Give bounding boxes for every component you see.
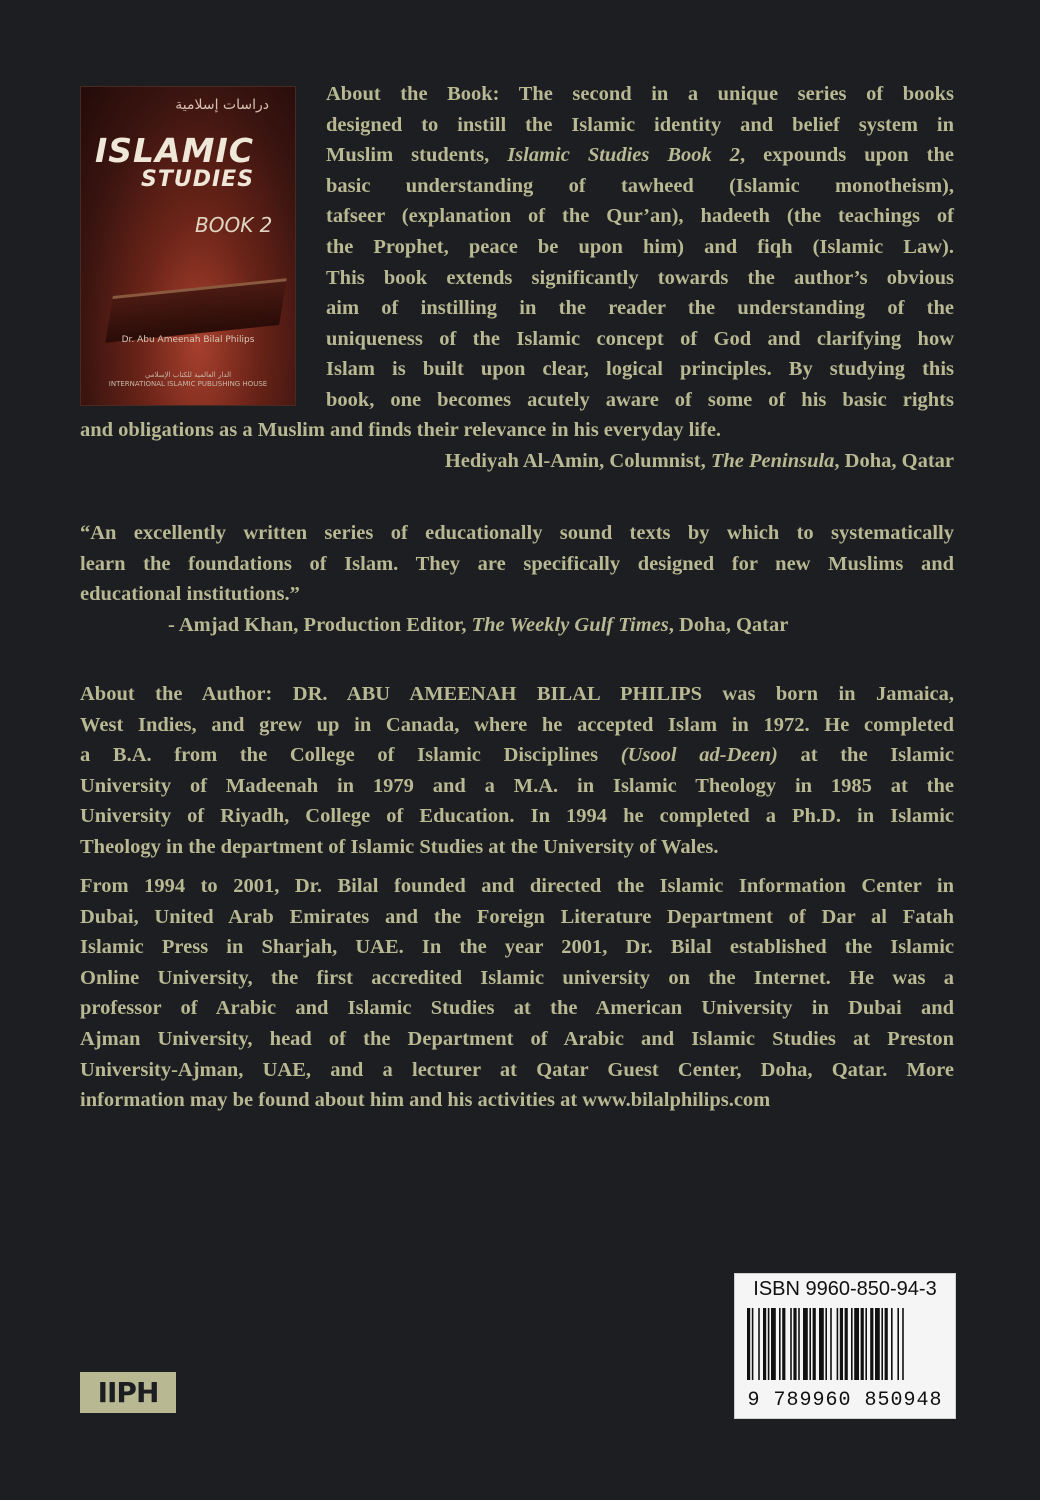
barcode-bar xyxy=(845,1308,848,1380)
barcode-bar xyxy=(752,1308,754,1380)
text-line: aim of instilling in the reader the understanding of the xyxy=(326,297,954,320)
barcode-bar xyxy=(813,1308,816,1380)
cover-book-image xyxy=(105,278,286,343)
barcode-bar xyxy=(825,1308,827,1380)
text-line: educational institutions.” xyxy=(80,583,300,606)
barcode-bar xyxy=(881,1308,883,1380)
barcode-bar xyxy=(803,1308,808,1380)
review-attribution: Hediyah Al-Amin, Columnist, The Peninsula, Doha, Qatar xyxy=(444,449,954,472)
about-book-paragraph-end xyxy=(80,415,954,476)
text-line: designed to instill the Islamic identity and belief system in xyxy=(326,113,954,136)
text-line: the Prophet, peace be upon him) and fiqh (Islamic Law). xyxy=(326,235,954,258)
barcode-bar xyxy=(840,1308,843,1380)
barcode-bar xyxy=(891,1308,893,1380)
text-line: About the Book: The second in a unique series of books xyxy=(326,83,954,105)
text-line: tafseer (explanation of the Qur’an), hadeeth (the teachings of xyxy=(326,205,954,228)
book-title-italic: Islamic Studies Book 2 xyxy=(507,144,740,167)
barcode-bar xyxy=(793,1308,796,1380)
book-cover-thumbnail xyxy=(80,86,296,406)
text-line: Islamic Press in Sharjah, UAE. In the year 2001, Dr. Bilal established the Islamic xyxy=(80,936,954,959)
publisher-logo: IIPH xyxy=(80,1372,176,1413)
text-line: basic understanding of tawheed (Islamic monotheism), xyxy=(326,174,954,197)
text-line: Ajman University, head of the Department of Arabic and Islamic Studies at Preston xyxy=(80,1027,954,1050)
barcode-bar xyxy=(830,1308,832,1380)
barcode-bar xyxy=(902,1308,904,1380)
text-line: West Indies, and grew up in Canada, where he accepted Islam in 1972. He completed xyxy=(80,713,954,736)
text-line: Theology in the department of Islamic Studies at the University of Wales. xyxy=(80,835,719,858)
author-bio-paragraph xyxy=(80,871,954,1116)
cover-title-line2: STUDIES xyxy=(141,167,255,192)
text-line: uniqueness of the Islamic concept of God and clarifying how xyxy=(326,327,954,350)
barcode-bar xyxy=(768,1308,770,1380)
text-line: “An excellently written series of educationally sound texts by which to systematically xyxy=(80,522,954,544)
barcode-bar xyxy=(870,1308,873,1380)
text-line: Dubai, United Arab Emirates and the Foreign Literature Department of Dar al Fatah xyxy=(80,905,954,928)
cover-publisher-english: INTERNATIONAL ISLAMIC PUBLISHING HOUSE xyxy=(108,380,268,388)
barcode-bar xyxy=(819,1308,824,1380)
text-line: Islam is built upon clear, logical principles. By studying this xyxy=(326,358,954,381)
barcode-bar xyxy=(837,1308,839,1380)
cover-author: Dr. Abu Ameenah Bilal Philips xyxy=(121,335,255,345)
text-line: information may be found about him and his activities at www.bilalphilips.com xyxy=(80,1089,771,1112)
barcode-bar xyxy=(771,1308,776,1380)
about-author-paragraph xyxy=(80,679,954,863)
text-line: a B.A. from the College of Islamic Disciplines (Usool ad-Deen) at the Islamic xyxy=(80,744,954,767)
about-book-paragraph xyxy=(326,79,954,416)
quote-attribution: - Amjad Khan, Production Editor, The Weekly Gulf Times, Doha, Qatar xyxy=(168,613,789,636)
text-line: professor of Arabic and Islamic Studies at the American University in Dubai and xyxy=(80,997,954,1020)
text-line: This book extends significantly towards the author’s obvious xyxy=(326,266,954,289)
barcode-bar xyxy=(747,1308,750,1380)
text-line: University-Ajman, UAE, and a lecturer at Qatar Guest Center, Doha, Qatar. More xyxy=(80,1058,954,1081)
text-line: and obligations as a Muslim and finds their relevance in his everyday life. xyxy=(80,419,722,441)
barcode-bar xyxy=(851,1308,853,1380)
cover-publisher-arabic: الدار العالمية للكتاب الإسلامي xyxy=(144,371,232,379)
text-line: About the Author: DR. ABU AMEENAH BILAL PHILIPS was born in Jamaica, xyxy=(80,683,954,705)
barcode-bar xyxy=(875,1308,880,1380)
cover-arabic-title: دراسات إسلامية xyxy=(175,97,269,113)
barcode-bar xyxy=(897,1308,899,1380)
barcode-bar xyxy=(790,1308,792,1380)
barcode-bar xyxy=(758,1308,760,1380)
text-line: book, one becomes acutely aware of some of his basic rights xyxy=(326,388,954,411)
text-line: University of Madeenah in 1979 and a M.A. in Islamic Theology in 1985 at the xyxy=(80,774,954,797)
cover-title-line3: BOOK 2 xyxy=(195,213,273,237)
text-line: Online University, the first accredited Islamic university on the Internet. He was a xyxy=(80,966,954,989)
text-line: University of Riyadh, College of Education. In 1994 he completed a Ph.D. in Islamic xyxy=(80,805,954,828)
barcode-bars xyxy=(743,1308,947,1380)
barcode-bar xyxy=(865,1308,867,1380)
barcode-bar xyxy=(861,1308,864,1380)
cover-publisher xyxy=(81,371,295,389)
barcode-bar xyxy=(798,1308,800,1380)
barcode-bar xyxy=(854,1308,859,1380)
isbn-barcode xyxy=(734,1273,956,1419)
barcode-bar xyxy=(782,1308,785,1380)
barcode-bar xyxy=(763,1308,766,1380)
text-line: Muslim students, Islamic Studies Book 2, expounds upon the xyxy=(326,144,955,167)
review-quote xyxy=(80,518,954,640)
barcode-bar xyxy=(809,1308,811,1380)
barcode-digits: 9 789960 850948 xyxy=(747,1389,943,1412)
isbn-number: ISBN 9960-850-94-3 xyxy=(753,1278,937,1300)
cover-title-line1: ISLAMIC xyxy=(95,131,254,170)
text-line: From 1994 to 2001, Dr. Bilal founded and directed the Islamic Information Center in xyxy=(80,875,954,897)
barcode-bar xyxy=(779,1308,781,1380)
text-line: learn the foundations of Islam. They are specifically designed for new Muslims and xyxy=(80,552,954,575)
barcode-bar xyxy=(885,1308,888,1380)
